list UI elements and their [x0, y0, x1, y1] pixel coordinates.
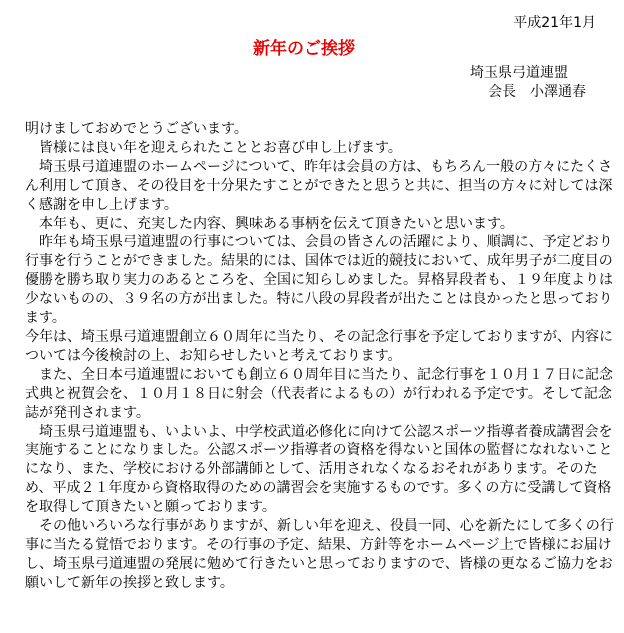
author-name: 会長 小澤通春	[488, 84, 586, 100]
page-title-text: 新年のご挨拶	[253, 39, 355, 59]
paragraph: 埼玉県弓道連盟のホームページについて、昨年は会員の方は、もちろん一般の方々にたくさん利用して頂き、その役目を十分果たすことができたと思うと共に、担当の方々に対しては深く感謝を申し上げます。	[25, 158, 613, 213]
paragraph: 明けましておめでとうございます。	[25, 121, 248, 137]
paragraph: 埼玉県弓道連盟も、いよいよ、中学校武道必修化に向けて公認スポーツ指導者養成講習会を実施することになりました。公認スポーツ指導者の資格を得ないと国体の監督になれないことになり、また、学校における外部講師として、活用されなくなるおそれがあります。そのため、平成２１年度から資格取得のための講習会を実施するものです。多くの方に受講して資格を取得して頂きたいと願っております。	[25, 423, 613, 516]
paragraph: その他いろいろな行事がありますが、新しい年を迎え、役員一同、心を新たにして多くの行事に当たる覚悟でおります。その行事の予定、結果、方針等をホームページ上で皆様にお届けし、埼玉県弓道連盟の発展に勉めて行きたいと思っておりますので、皆様の更なるご協力をお願いして新年の挨拶と致します。	[25, 518, 614, 591]
paragraph: 皆様には良い年を迎えられたこととお喜び申し上げます。	[25, 139, 402, 156]
letter-body	[25, 120, 617, 593]
signature-block	[470, 64, 586, 102]
date: 平成21年1月	[513, 15, 596, 31]
paragraph: 昨年も埼玉県弓道連盟の行事については、会員の皆さんの活躍により、順調に、予定どおり行事を行うことができました。結果的には、国体では近的競技において、成年男子が二度目の優勝を勝ち取り実力のあるところを、全国に知らしめました。昇格昇段者も、１９年度よりは少ないものの、３９名の方が出ました。特に八段の昇段者が出たことは良かったと思っております。	[25, 234, 613, 327]
paragraph: 本年も、更に、充実した内容、興味ある事柄を伝えて頂きたいと思います。	[25, 215, 514, 232]
organization-name: 埼玉県弓道連盟	[470, 65, 568, 81]
paragraph: 今年は、埼玉県弓道連盟創立６０周年に当たり、その記念行事を予定しておりますが、内容については今後検討の上、お知らせしたいと考えております。	[25, 328, 613, 364]
paragraph: また、全日本弓道連盟においても創立６０周年目に当たり、記念行事を１０月１７日に記念式典と祝賀会を、１０月１８日に射会（代表者によるもの）が行われる予定です。そして記念誌が発刊されます。	[25, 366, 613, 421]
page-title	[0, 38, 624, 60]
